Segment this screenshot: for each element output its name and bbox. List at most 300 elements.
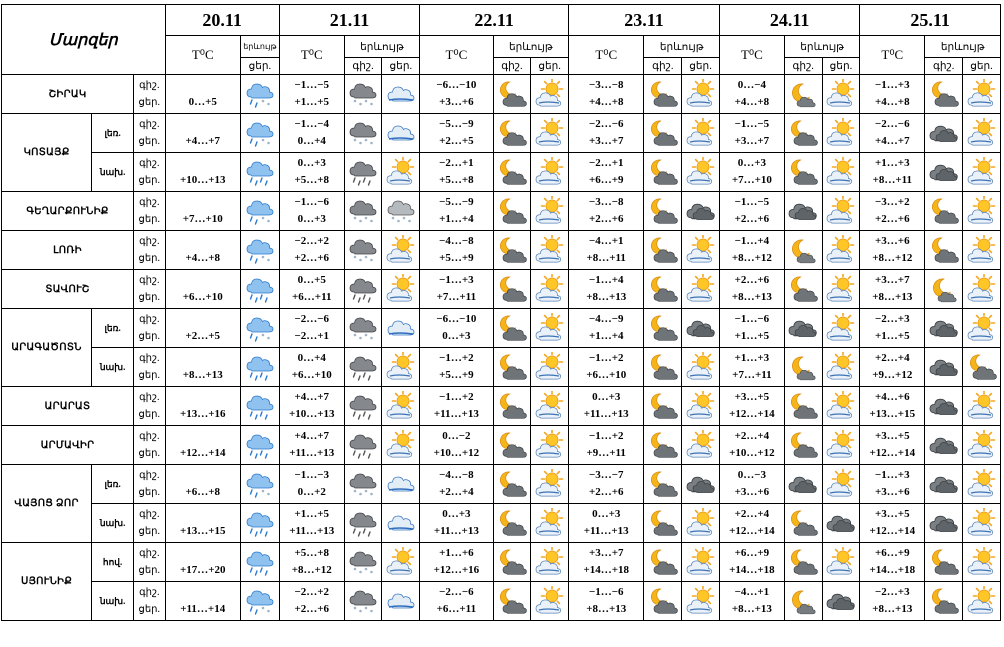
phenomenon-cell	[344, 465, 382, 504]
dark-cloud-rain-icon	[348, 508, 378, 538]
phenomenon-header: երևույթ	[344, 36, 419, 58]
subregion-label: հով.	[92, 543, 134, 582]
phenomenon-night-cell	[925, 231, 963, 270]
moon-cloud-icon	[497, 430, 527, 460]
phenomenon-cell	[344, 582, 382, 621]
moon-cloud-icon	[929, 79, 959, 109]
temp-cell	[719, 387, 784, 426]
day-temp: +2…+6	[734, 213, 770, 225]
night-header: գիշ.	[784, 58, 822, 75]
day-label: ցեր.	[138, 331, 161, 342]
moon-cloud-icon	[497, 118, 527, 148]
night-temp: +2…+4	[734, 430, 770, 442]
day-header: ցեր.	[531, 58, 569, 75]
night-temp: −2…−6	[588, 118, 624, 130]
sun-cloud-icon	[967, 586, 997, 616]
phenomenon-cell	[344, 114, 382, 153]
dark-cloud-icon	[929, 313, 959, 343]
phenomenon-day-cell	[822, 387, 860, 426]
night-temp: −1…−5	[734, 118, 770, 130]
night-temp: −1…+3	[439, 274, 474, 286]
sun-cloud-icon	[826, 352, 856, 382]
night-temp: −1…−4	[294, 118, 330, 130]
phenomenon-cell	[344, 270, 382, 309]
dark-cloud-snow-icon	[348, 469, 378, 499]
phenomenon-cell	[382, 582, 420, 621]
phenomenon-day-cell	[822, 114, 860, 153]
night-header: գիշ.	[644, 58, 682, 75]
night-day-labels	[134, 426, 165, 465]
moon-cloud-icon	[648, 352, 678, 382]
phenomenon-header: երևույթ	[784, 36, 859, 58]
day-temp: +8…+13	[586, 291, 627, 303]
night-label: գիշ.	[139, 431, 160, 442]
region-name: ՎԱՅՈՑ ՁՈՐ	[2, 465, 92, 543]
temp-cell	[420, 543, 493, 582]
sun-cloud-icon	[535, 508, 565, 538]
dark-cloud-icon	[929, 352, 959, 382]
phenomenon-night-cell	[925, 582, 963, 621]
phenomenon-night-cell	[644, 582, 682, 621]
moon-cloud-icon	[648, 118, 678, 148]
phenomenon-cell	[344, 309, 382, 348]
temp-cell	[279, 465, 344, 504]
day-label: ցեր.	[138, 604, 161, 615]
dark-cloud-icon	[686, 313, 716, 343]
region-name: ՏԱՎՈՒՇ	[2, 270, 134, 309]
sun-cloud-icon	[686, 274, 716, 304]
phenomenon-day-cell	[963, 465, 1001, 504]
day-temp: +12…+14	[729, 408, 775, 420]
day-temp: +6…+8	[185, 486, 221, 498]
temp-cell	[279, 75, 344, 114]
phenomenon-day-cell	[822, 543, 860, 582]
night-temp: −6…−10	[436, 79, 477, 91]
night-temp: −2…+2	[294, 235, 330, 247]
day-temp: +12…+16	[433, 564, 480, 576]
temp-cell	[719, 348, 784, 387]
day-temp: +8…+13	[731, 291, 772, 303]
sun-cloud-icon	[826, 79, 856, 109]
date-header: 23.11	[569, 5, 720, 36]
phenomenon-day-cell	[822, 426, 860, 465]
phenomenon-night-cell	[784, 153, 822, 192]
phenomenon-day-cell	[682, 426, 720, 465]
day-header: ցեր.	[240, 58, 279, 75]
moon-cloud-icon	[648, 391, 678, 421]
sun-cloud-icon	[535, 235, 565, 265]
phenomenon-cell	[344, 543, 382, 582]
region-name: ԱՐԱՐԱՏ	[2, 387, 134, 426]
table-row	[2, 153, 1001, 192]
moon-cloud-icon	[648, 196, 678, 226]
dark-cloud-icon	[788, 313, 818, 343]
cloud-icon	[386, 79, 416, 109]
sun-cloud-icon	[967, 430, 997, 460]
dark-cloud-icon	[929, 508, 959, 538]
temp-cell	[719, 231, 784, 270]
phenomenon-night-cell	[925, 114, 963, 153]
cloud-icon	[386, 313, 416, 343]
rain-icon	[245, 352, 275, 382]
temp-cell	[719, 543, 784, 582]
phenomenon-night-cell	[784, 270, 822, 309]
phenomenon-cell	[382, 348, 420, 387]
moon-cloud-icon	[788, 508, 818, 538]
rain-snow-icon	[245, 196, 275, 226]
night-temp: −1…+2	[588, 430, 624, 442]
cloud-icon	[386, 469, 416, 499]
phenomenon-day-cell	[682, 192, 720, 231]
sun-cloud-icon	[535, 586, 565, 616]
night-day-labels	[134, 543, 165, 582]
day-label: ցեր.	[138, 292, 161, 303]
phenomenon-cell	[382, 543, 420, 582]
day-header: ցեր.	[963, 58, 1001, 75]
phenomenon-day-cell	[531, 309, 569, 348]
phenomenon-day-cell	[963, 543, 1001, 582]
temp-cell	[569, 582, 644, 621]
table-row	[2, 231, 1001, 270]
sun-cloud-icon	[386, 274, 416, 304]
phenomenon-cell	[382, 231, 420, 270]
dark-cloud-icon	[788, 469, 818, 499]
night-temp: −2…+2	[294, 586, 330, 598]
night-temp: −1…−5	[294, 79, 330, 91]
temp-cell	[279, 192, 344, 231]
sun-cloud-icon	[826, 391, 856, 421]
night-temp: −2…+3	[875, 313, 910, 325]
day-temp: +7…+11	[732, 369, 772, 381]
day-label: ցեր.	[138, 487, 161, 498]
night-label: գիշ.	[139, 509, 160, 520]
temp-cell	[719, 270, 784, 309]
sun-cloud-icon	[967, 157, 997, 187]
moon-icon	[788, 352, 818, 382]
day-temp: +2…+6	[588, 486, 624, 498]
temp-cell	[420, 387, 493, 426]
sun-cloud-icon	[967, 235, 997, 265]
dark-cloud-rain-icon	[348, 274, 378, 304]
phenomenon-night-cell	[493, 426, 531, 465]
temp-cell	[279, 582, 344, 621]
day-label: ցեր.	[138, 253, 161, 264]
phenomenon-night-cell	[644, 504, 682, 543]
day-temp: +2…+6	[875, 213, 910, 225]
temp-cell	[569, 387, 644, 426]
day-temp: +5…+9	[439, 252, 474, 264]
table-row	[2, 348, 1001, 387]
phenomenon-night-cell	[784, 426, 822, 465]
night-day-labels	[134, 387, 165, 426]
day-temp: +6…+10	[182, 291, 223, 303]
day-temp: +2…+4	[439, 486, 474, 498]
night-day-labels	[134, 504, 165, 543]
region-name: ՇԻՐԱԿ	[2, 75, 134, 114]
temp-cell	[279, 543, 344, 582]
phenomenon-night-cell	[644, 153, 682, 192]
night-temp: +3…+5	[875, 430, 910, 442]
phenomenon-day-cell	[531, 582, 569, 621]
phenomenon-night-cell	[784, 114, 822, 153]
phenomenon-day-cell	[682, 582, 720, 621]
night-day-labels	[134, 192, 165, 231]
subregion-label: նախ.	[92, 582, 134, 621]
phenomenon-day-cell	[682, 465, 720, 504]
day-temp: +3…+6	[439, 96, 474, 108]
night-temp: +3…+7	[588, 547, 624, 559]
night-label: գիշ.	[139, 158, 160, 169]
phenomenon-cell	[382, 465, 420, 504]
day-temp: +7…+10	[182, 213, 223, 225]
moon-cloud-icon	[648, 235, 678, 265]
phenomenon-cell	[382, 387, 420, 426]
day-temp: +17…+20	[179, 564, 226, 576]
rain-icon	[245, 508, 275, 538]
night-temp: 0…+3	[592, 508, 621, 520]
day-label: ցեր.	[138, 409, 161, 420]
subregion-label: լեռ.	[92, 309, 134, 348]
day-temp: +7…+11	[436, 291, 477, 303]
temp-cell	[860, 231, 925, 270]
phenomenon-night-cell	[644, 465, 682, 504]
night-day-labels	[134, 309, 165, 348]
sun-cloud-icon	[686, 118, 716, 148]
sun-cloud-icon	[967, 118, 997, 148]
subregion-label: նախ.	[92, 348, 134, 387]
night-temp: 0…+3	[592, 391, 621, 403]
table-row	[2, 270, 1001, 309]
day-temp: +12…+14	[869, 525, 916, 537]
day-temp: +11…+13	[583, 525, 629, 537]
night-label: գիշ.	[139, 80, 160, 91]
moon-cloud-icon	[929, 586, 959, 616]
sun-cloud-icon	[535, 391, 565, 421]
night-day-labels	[134, 153, 165, 192]
moon-cloud-icon	[497, 235, 527, 265]
phenomenon-day-cell	[822, 504, 860, 543]
dark-cloud-snow-icon	[348, 547, 378, 577]
night-temp: −1…−6	[734, 313, 770, 325]
day-temp: +8…+12	[731, 252, 772, 264]
phenomenon-day-cell	[531, 114, 569, 153]
moon-cloud-icon	[497, 586, 527, 616]
phenomenon-day-cell	[682, 504, 720, 543]
moon-cloud-icon	[648, 274, 678, 304]
night-temp: +1…+3	[734, 352, 770, 364]
day-header: ցեր.	[682, 58, 720, 75]
temp-cell	[420, 153, 493, 192]
temp-cell	[279, 387, 344, 426]
rain-snow-icon	[245, 118, 275, 148]
phenomenon-cell	[240, 231, 279, 270]
temp-cell	[420, 582, 493, 621]
night-day-labels	[134, 231, 165, 270]
dark-cloud-snow-icon	[348, 79, 378, 109]
phenomenon-night-cell	[784, 504, 822, 543]
day-temp: +11…+14	[180, 603, 226, 615]
phenomenon-night-cell	[493, 75, 531, 114]
moon-cloud-icon	[497, 508, 527, 538]
dark-cloud-icon	[686, 469, 716, 499]
moon-cloud-icon	[929, 547, 959, 577]
rain-snow-icon	[245, 79, 275, 109]
region-name: ԳԵՂԱՐՔՈՒՆԻՔ	[2, 192, 134, 231]
temp-cell	[420, 75, 493, 114]
phenomenon-day-cell	[682, 387, 720, 426]
night-temp: −1…+3	[875, 469, 910, 481]
snow-cloud-icon	[386, 196, 416, 226]
sun-cloud-icon	[535, 196, 565, 226]
phenomenon-night-cell	[493, 582, 531, 621]
sun-cloud-icon	[826, 547, 856, 577]
region-name: ԱՐԱԳԱԾՈՏՆ	[2, 309, 92, 387]
phenomenon-day-cell	[531, 426, 569, 465]
moon-cloud-icon	[497, 547, 527, 577]
dark-cloud-icon	[929, 430, 959, 460]
day-temp: +14…+18	[583, 564, 629, 576]
phenomenon-night-cell	[493, 504, 531, 543]
temp-cell	[860, 426, 925, 465]
subregion-label: նախ.	[92, 153, 134, 192]
night-temp: −1…+2	[439, 391, 474, 403]
dark-cloud-rain-icon	[348, 391, 378, 421]
rain-icon	[245, 547, 275, 577]
phenomenon-night-cell	[784, 543, 822, 582]
temp-header: T⁰C	[860, 36, 925, 75]
phenomenon-day-cell	[822, 231, 860, 270]
phenomenon-day-cell	[963, 348, 1001, 387]
moon-cloud-icon	[648, 157, 678, 187]
dark-cloud-icon	[788, 196, 818, 226]
day-temp: +14…+18	[729, 564, 775, 576]
temp-cell	[279, 309, 344, 348]
temp-cell	[165, 153, 240, 192]
dark-cloud-icon	[929, 391, 959, 421]
temp-cell	[719, 504, 784, 543]
night-temp: 0…+4	[297, 352, 326, 364]
day-temp: +12…+14	[729, 525, 775, 537]
moon-icon	[788, 586, 818, 616]
night-temp: +3…+5	[734, 391, 770, 403]
phenomenon-cell	[240, 348, 279, 387]
temp-cell	[420, 270, 493, 309]
temp-cell	[569, 153, 644, 192]
phenomenon-night-cell	[493, 114, 531, 153]
temp-cell	[719, 153, 784, 192]
day-temp: +9…+12	[872, 369, 913, 381]
cloud-icon	[386, 118, 416, 148]
moon-cloud-icon	[648, 508, 678, 538]
night-temp: −4…−8	[439, 469, 474, 481]
phenomenon-night-cell	[493, 348, 531, 387]
phenomenon-cell	[240, 465, 279, 504]
temp-cell	[569, 270, 644, 309]
sun-cloud-icon	[826, 313, 856, 343]
temp-cell	[279, 231, 344, 270]
night-label: գիշ.	[139, 548, 160, 559]
dark-cloud-icon	[929, 118, 959, 148]
phenomenon-day-cell	[682, 543, 720, 582]
sun-cloud-icon	[967, 508, 997, 538]
day-temp: +10…+13	[179, 174, 226, 186]
temp-cell	[719, 75, 784, 114]
phenomenon-night-cell	[644, 270, 682, 309]
phenomenon-cell	[382, 426, 420, 465]
phenomenon-cell	[382, 75, 420, 114]
dark-cloud-icon	[929, 157, 959, 187]
phenomenon-day-cell	[531, 543, 569, 582]
phenomenon-night-cell	[925, 270, 963, 309]
rain-snow-icon	[245, 469, 275, 499]
temp-cell	[719, 582, 784, 621]
phenomenon-night-cell	[644, 75, 682, 114]
night-temp: −1…−3	[294, 469, 330, 481]
night-temp: 0…−3	[737, 469, 767, 481]
temp-cell	[165, 348, 240, 387]
moon-cloud-icon	[648, 430, 678, 460]
table-row	[2, 582, 1001, 621]
day-temp: +4…+8	[734, 96, 770, 108]
temp-cell	[279, 348, 344, 387]
sun-cloud-icon	[386, 352, 416, 382]
night-temp: −6…−10	[436, 313, 477, 325]
day-temp: +4…+8	[185, 252, 221, 264]
phenomenon-day-cell	[963, 387, 1001, 426]
day-temp: +6…+10	[586, 369, 627, 381]
temp-header: T⁰C	[420, 36, 493, 75]
sun-cloud-icon	[686, 235, 716, 265]
temp-header: T⁰C	[569, 36, 644, 75]
day-temp: +3…+6	[875, 486, 910, 498]
table-row	[2, 114, 1001, 153]
night-temp: +3…+5	[875, 508, 910, 520]
night-day-labels	[134, 270, 165, 309]
day-temp: +11…+13	[289, 447, 335, 459]
temp-cell	[860, 75, 925, 114]
night-label: գիշ.	[139, 197, 160, 208]
night-temp: 0…−2	[442, 430, 471, 442]
night-temp: −2…+3	[875, 586, 910, 598]
night-label: գիշ.	[139, 236, 160, 247]
night-temp: +1…+3	[875, 157, 910, 169]
sun-cloud-icon	[826, 430, 856, 460]
night-temp: −2…−6	[294, 313, 330, 325]
phenomenon-day-cell	[963, 75, 1001, 114]
day-temp: 0…+3	[442, 330, 471, 342]
day-temp: +10…+12	[729, 447, 775, 459]
night-temp: +5…+8	[294, 547, 330, 559]
temp-cell	[860, 348, 925, 387]
sun-cloud-icon	[386, 430, 416, 460]
night-temp: +4…+6	[875, 391, 910, 403]
moon-cloud-icon	[648, 313, 678, 343]
phenomenon-cell	[344, 348, 382, 387]
temp-header: T⁰C	[279, 36, 344, 75]
temp-cell	[165, 582, 240, 621]
phenomenon-cell	[240, 309, 279, 348]
phenomenon-header: երևույթ	[925, 36, 1001, 58]
phenomenon-day-cell	[531, 192, 569, 231]
temp-cell	[569, 192, 644, 231]
day-label: ցեր.	[138, 214, 161, 225]
temp-cell	[165, 387, 240, 426]
dark-cloud-icon	[826, 508, 856, 538]
temp-cell	[860, 270, 925, 309]
night-header: գիշ.	[925, 58, 963, 75]
night-temp: −1…+2	[439, 352, 474, 364]
region-name: ԱՐՄԱՎԻՐ	[2, 426, 134, 465]
